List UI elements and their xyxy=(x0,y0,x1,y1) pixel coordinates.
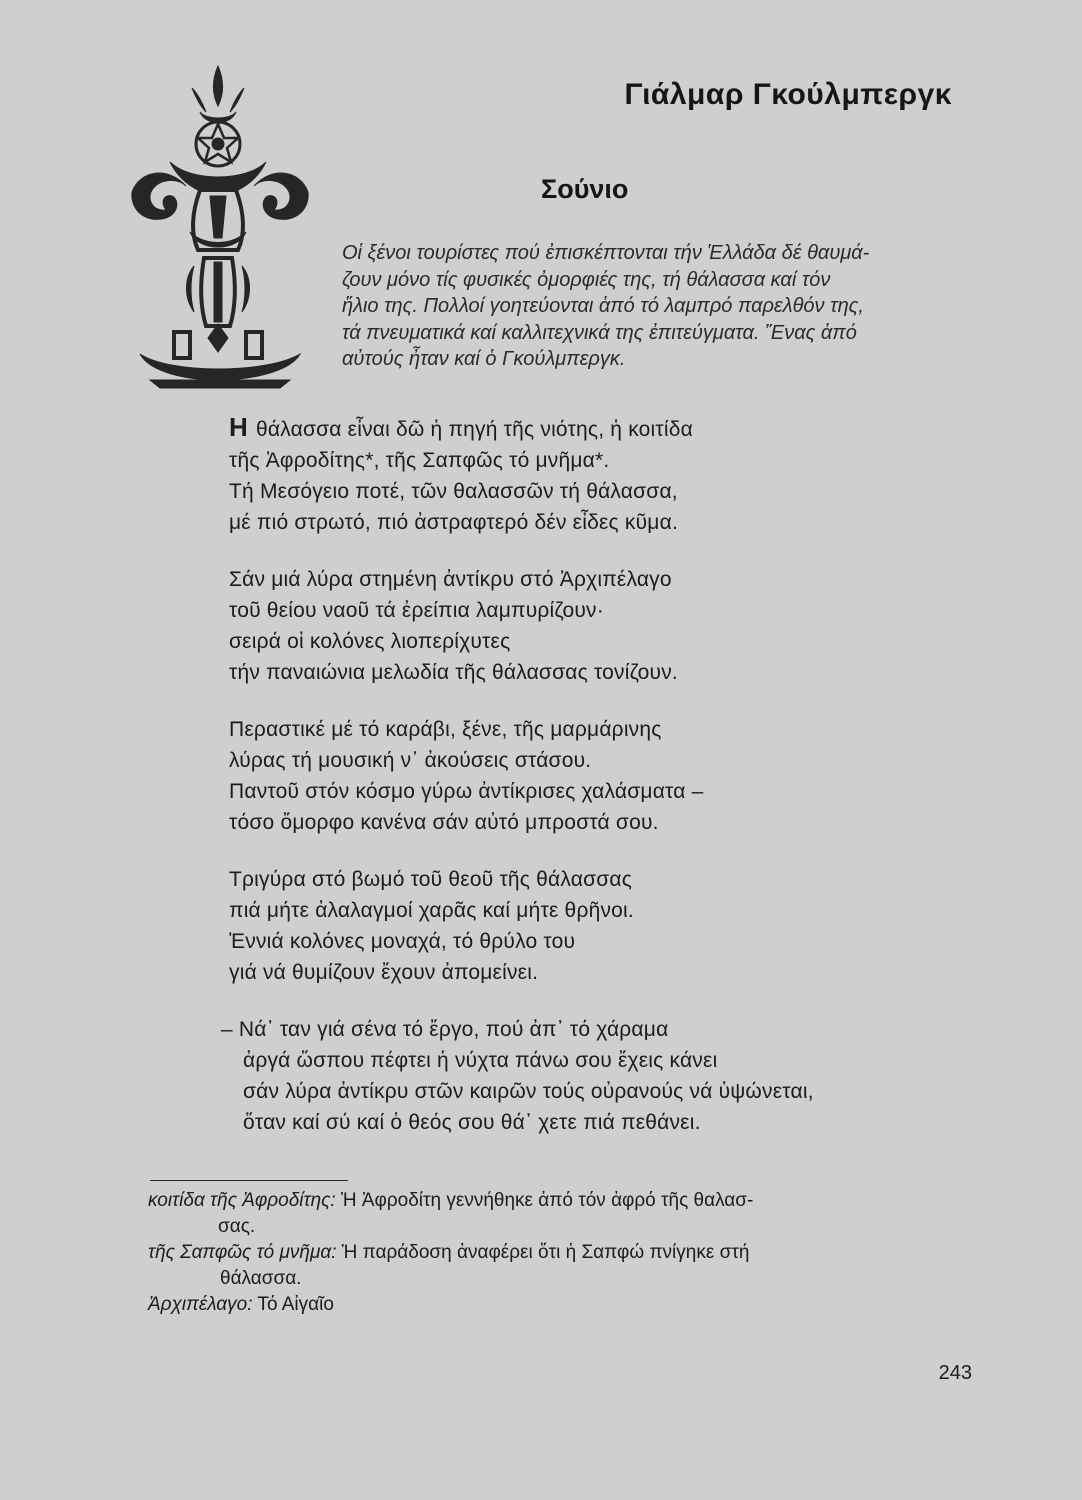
footnote-text: Ἡ Ἀφροδίτη γεννήθηκε ἀπό τόν ἀφρό τῆς θαλασ- xyxy=(335,1190,754,1211)
intro-line: ἥλιο της. Πολλοί γοητεύονται ἀπό τό λαμπρό παρελθόν της, xyxy=(342,295,864,317)
drop-cap: Η xyxy=(229,412,248,442)
footnote-text: Ἡ παράδοση ἀναφέρει ὅτι ἡ Σαπφώ πνίγηκε στή xyxy=(336,1242,750,1263)
poem-line: – Νά᾿ ταν γιά σένα τό ἔργο, πού ἀπ᾿ τό χάραμα xyxy=(221,1018,669,1041)
intro-line: τά πνευματικά καί καλλιτεχνικά της ἐπιτεύγματα. Ἕνας ἀπό xyxy=(342,321,857,344)
footnote-text: Τό Αἰγαῖο xyxy=(252,1294,334,1315)
author-name: Γιάλμαρ Γκούλμπεργκ xyxy=(624,78,952,111)
poem-line: Περαστικέ μέ τό καράβι, ξένε, τῆς μαρμάρινης xyxy=(229,718,662,741)
intro-line: ζουν μόνο τίς φυσικές ὀμορφιές της, τή θάλασσα καί τόν xyxy=(342,268,831,291)
poem-line: Παντοῦ στόν κόσμο γύρω ἀντίκρισες χαλάσματα – xyxy=(229,780,704,803)
footnote-term: κοιτίδα τῆς Ἀφροδίτης: xyxy=(148,1190,336,1211)
poem-line: γιά νά θυμίζουν ἔχουν ἀπομείνει. xyxy=(229,961,539,984)
page-number: 243 xyxy=(938,1362,972,1384)
poem-line xyxy=(229,412,814,445)
footnote-continuation: σας. xyxy=(218,1216,256,1237)
poem-line: Τή Μεσόγειο ποτέ, τῶν θαλασσῶν τή θάλασσα, xyxy=(229,480,678,503)
footnote xyxy=(148,1240,978,1292)
poem-line: σειρά οἱ κολόνες λιοπερίχυτες xyxy=(229,630,511,653)
poem-line: τῆς Ἀφροδίτης*, τῆς Σαπφῶς τό μνῆμα*. xyxy=(229,449,610,472)
poem-line: Σάν μιά λύρα στημένη ἀντίκρυ στό Ἀρχιπέλαγο xyxy=(229,568,672,591)
poem-line: σάν λύρα ἀντίκρυ στῶν καιρῶν τούς οὐρανούς νά ὑψώνεται, xyxy=(243,1080,814,1103)
poem-body xyxy=(221,412,814,1164)
ornament-vase-icon xyxy=(130,62,310,392)
stanza xyxy=(229,412,814,538)
poem-line: πιά μήτε ἀλαλαγμοί χαρᾶς καί μήτε θρῆνοι. xyxy=(229,899,634,922)
poem-line: ἀργά ὥσπου πέφτει ἡ νύχτα πάνω σου ἔχεις κάνει xyxy=(243,1049,718,1072)
poem-line: τήν παναιώνια μελωδία τῆς θάλασσας τονίζουν. xyxy=(229,661,678,684)
poem-line-text: θάλασσα εἶναι δῶ ἡ πηγή τῆς νιότης, ἡ κοιτίδα xyxy=(249,418,693,441)
intro-paragraph xyxy=(342,240,964,373)
footnote-term: τῆς Σαπφῶς τό μνῆμα: xyxy=(148,1242,337,1263)
footnote-term: Ἀρχιπέλαγο: xyxy=(148,1294,253,1315)
stanza xyxy=(229,714,814,838)
stanza xyxy=(221,1014,814,1138)
footnotes xyxy=(148,1188,978,1318)
stanza xyxy=(229,864,814,988)
poem-line: λύρας τή μουσική ν᾿ ἀκούσεις στάσου. xyxy=(229,749,592,772)
intro-line: Οἱ ξένοι τουρίστες πού ἐπισκέπτονται τήν Ἑλλάδα δέ θαυμά- xyxy=(342,242,870,264)
poem-title: Σούνιο xyxy=(541,174,629,204)
footnote xyxy=(148,1188,978,1240)
poem-line: Τριγύρα στό βωμό τοῦ θεοῦ τῆς θάλασσας xyxy=(229,868,633,891)
footnote-divider xyxy=(150,1180,348,1181)
poem-line: τόσο ὄμορφο κανένα σάν αὐτό μπροστά σου. xyxy=(229,811,659,834)
stanza xyxy=(229,564,814,688)
footnote-continuation: θάλασσα. xyxy=(220,1268,302,1289)
intro-line: αὐτούς ἦταν καί ὁ Γκούλμπεργκ. xyxy=(342,348,626,370)
poem-line: Ἐννιά κολόνες μοναχά, τό θρύλο του xyxy=(229,930,576,953)
poem-line: μέ πιό στρωτό, πιό ἀστραφτερό δέν εἶδες κῦμα. xyxy=(229,511,678,534)
poem-line: ὅταν καί σύ καί ὁ θεός σου θά᾿ χετε πιά πεθάνει. xyxy=(243,1111,701,1134)
footnote xyxy=(148,1292,978,1318)
poem-line: τοῦ θείου ναοῦ τά ἐρείπια λαμπυρίζουν· xyxy=(229,599,604,622)
